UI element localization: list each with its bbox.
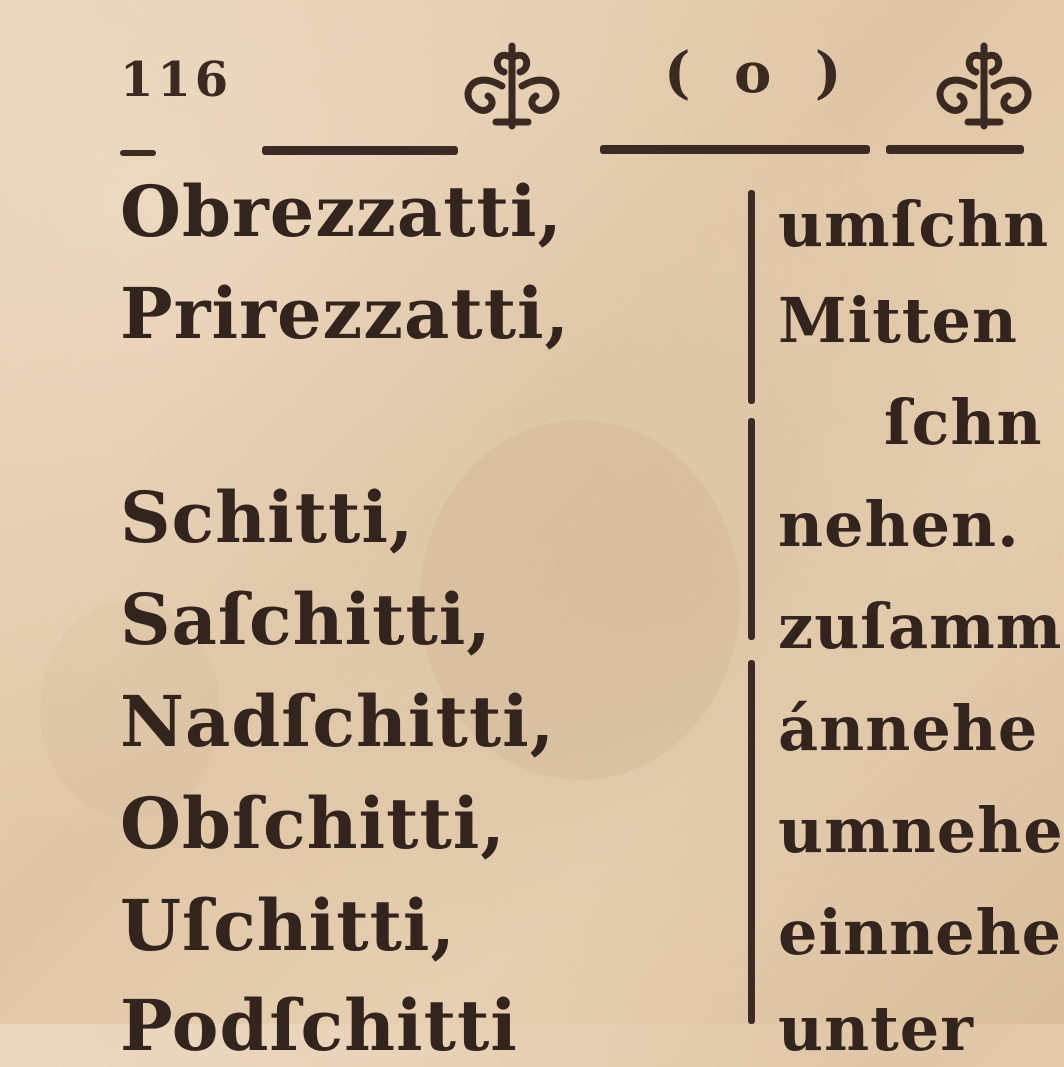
right-entry: umnehe: [778, 794, 1064, 867]
left-entry: Podſchitti: [120, 984, 518, 1067]
fleuron-right-icon: [924, 38, 1044, 134]
left-entry: Prirezzatti,: [120, 272, 571, 355]
fleuron-left-icon: [452, 38, 572, 134]
right-entry: ſchn: [884, 386, 1043, 459]
right-entry: unter: [778, 992, 974, 1065]
right-entry: einnehe: [778, 896, 1063, 969]
left-entry: Obſchitti,: [120, 782, 506, 865]
header-rule: [120, 150, 156, 156]
left-entry: Saſchitti,: [120, 578, 492, 661]
left-entry: Schitti,: [120, 476, 415, 559]
header-rule: [262, 146, 458, 155]
right-entry: zuſamm: [778, 590, 1063, 663]
page-number: 116: [120, 52, 233, 108]
left-entry: Uſchitti,: [120, 884, 456, 967]
right-entry: nehen.: [778, 488, 1020, 561]
header-rule: [886, 145, 1024, 154]
left-entry: Obrezzatti,: [120, 170, 563, 253]
column-divider: [748, 190, 755, 404]
column-divider: [748, 660, 755, 1024]
left-entry: Nadſchitti,: [120, 680, 556, 763]
right-entry: umſchn: [778, 188, 1050, 261]
header-rule: [600, 145, 870, 154]
signature-mark: ( o ): [664, 40, 854, 106]
right-entry: ánnehe: [778, 692, 1039, 765]
column-divider: [748, 418, 755, 640]
right-entry: Mitten: [778, 284, 1018, 357]
